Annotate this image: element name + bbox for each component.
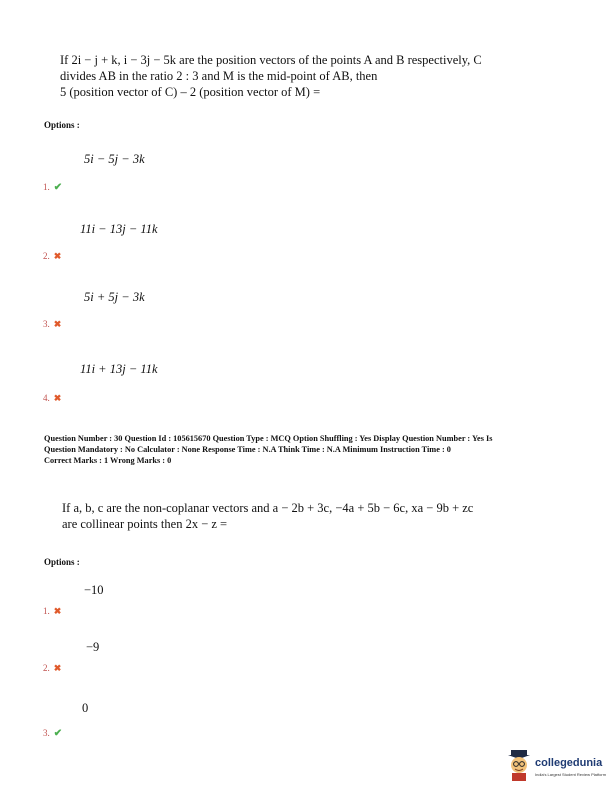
question-1-line-2: divides AB in the ratio 2 : 3 and M is the mid-point of AB, then — [60, 69, 378, 83]
question-meta — [44, 433, 604, 466]
q1-option-2-expr: 11i − 13j − 11k — [80, 222, 158, 236]
collegedunia-logo — [505, 748, 609, 784]
check-icon: ✔ — [53, 728, 63, 739]
cross-icon: ✖ — [53, 319, 62, 329]
q2-option-2-expr: −9 — [86, 640, 100, 654]
q1-option-1-expr: 5i − 5j − 3k — [84, 152, 145, 166]
question-1-line-3: 5 (position vector of C) – 2 (position vector of M) = — [60, 85, 321, 99]
option-number: 1. — [43, 182, 50, 192]
q2-option-1[interactable] — [43, 601, 61, 619]
q1-option-3-expr: 5i + 5j − 3k — [84, 290, 145, 304]
q1-option-4-expr: 11i + 13j − 11k — [80, 362, 158, 376]
cross-icon: ✖ — [53, 663, 62, 673]
q2-option-1-expr: −10 — [84, 583, 104, 597]
q1-option-1[interactable] — [43, 177, 62, 195]
meta-line-3: Correct Marks : 1 Wrong Marks : 0 — [44, 456, 172, 465]
option-number: 4. — [43, 393, 50, 403]
question-2-line-1: If a, b, c are the non-coplanar vectors and a − 2b + 3c, −4a + 5b − 6c, xa − 9b + zc — [62, 501, 474, 515]
option-number: 2. — [43, 251, 50, 261]
logo-tagline: India's Largest Student Review Platform — [535, 772, 607, 777]
options-label: Options : — [44, 120, 80, 130]
cross-icon: ✖ — [53, 606, 62, 616]
check-icon: ✔ — [53, 182, 63, 193]
q1-option-4[interactable] — [43, 388, 61, 406]
option-number: 1. — [43, 606, 50, 616]
cross-icon: ✖ — [53, 393, 62, 403]
q2-option-3-expr: 0 — [82, 701, 89, 715]
cross-icon: ✖ — [53, 251, 62, 261]
logo-name: collegedunia — [535, 757, 603, 769]
q1-option-2[interactable] — [43, 246, 61, 264]
q1-option-3[interactable] — [43, 314, 61, 332]
meta-line-2: Question Mandatory : No Calculator : None Response Time : N.A Think Time : N.A Minimum Instruction Time : 0 — [44, 445, 451, 454]
option-number: 3. — [43, 728, 50, 738]
q2-option-2[interactable] — [43, 658, 61, 676]
question-1-line-1: If 2i − j + k, i − 3j − 5k are the position vectors of the points A and B respectively, C — [60, 53, 482, 67]
question-1-text — [60, 52, 580, 100]
option-number: 3. — [43, 319, 50, 329]
option-number: 2. — [43, 663, 50, 673]
meta-line-1: Question Number : 30 Question Id : 105615670 Question Type : MCQ Option Shuffling : Yes Display Question Number : Yes Is — [44, 434, 493, 443]
question-2-line-2: are collinear points then 2x − z = — [62, 517, 228, 531]
question-2-text — [62, 500, 582, 532]
q2-option-3[interactable] — [43, 723, 62, 741]
mascot-icon — [505, 748, 533, 782]
options-label: Options : — [44, 557, 80, 567]
